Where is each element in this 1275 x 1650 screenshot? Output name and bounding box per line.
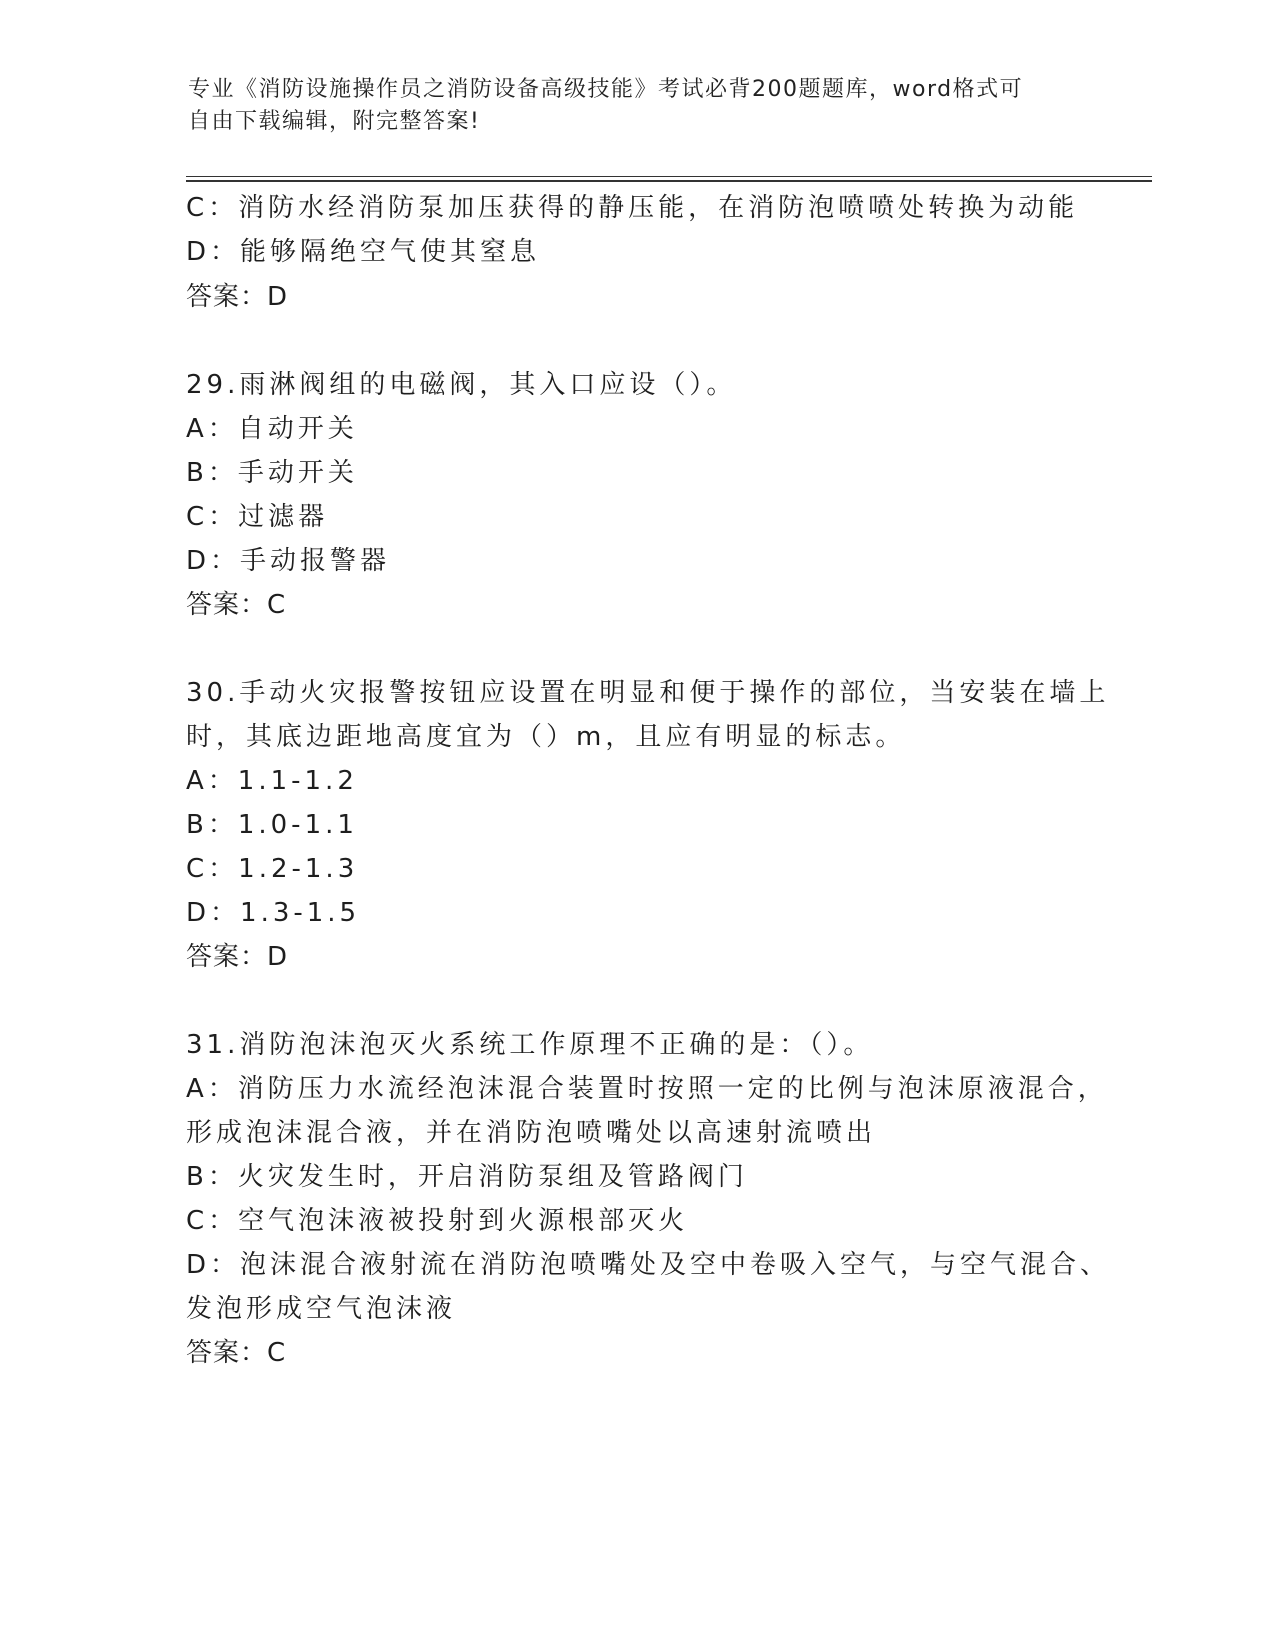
q31-option-d-line-2: 发泡形成空气泡沫液 <box>186 1294 457 1324</box>
header-line-1: 专业《消防设施操作员之消防设备高级技能》考试必背200题题库，word格式可 <box>188 77 1024 102</box>
q31-option-c: C：空气泡沫液被投射到火源根部灭火 <box>186 1206 689 1236</box>
header-line-2: 自由下载编辑，附完整答案! <box>188 109 481 134</box>
q30-stem-line-1: 30.手动火灾报警按钮应设置在明显和便于操作的部位，当安装在墙上 <box>186 678 1110 708</box>
prev-option-c: C：消防水经消防泵加压获得的静压能，在消防泡喷喷处转换为动能 <box>186 193 1079 223</box>
q30-option-c: C：1.2-1.3 <box>186 854 359 884</box>
q29-option-d: D：手动报警器 <box>186 546 391 576</box>
header-divider-thick <box>186 180 1152 182</box>
q29-option-c: C：过滤器 <box>186 502 329 532</box>
q30-option-d: D：1.3-1.5 <box>186 898 361 928</box>
q29-option-b: B：手动开关 <box>186 458 358 488</box>
q29-stem: 29.雨淋阀组的电磁阀，其入口应设（）。 <box>186 370 737 400</box>
q30-answer: 答案：D <box>186 942 289 972</box>
q31-option-a-line-2: 形成泡沫混合液，并在消防泡喷嘴处以高速射流喷出 <box>186 1118 877 1148</box>
q31-option-d-line-1: D：泡沫混合液射流在消防泡喷嘴处及空中卷吸入空气，与空气混合、 <box>186 1250 1111 1280</box>
document-header <box>188 74 1068 138</box>
q31-option-b: B：火灾发生时，开启消防泵组及管路阀门 <box>186 1162 748 1192</box>
q31-answer: 答案：C <box>186 1338 287 1368</box>
q30-option-a: A：1.1-1.2 <box>186 766 358 796</box>
q30-stem-line-2: 时，其底边距地高度宜为（）m，且应有明显的标志。 <box>186 722 906 752</box>
header-divider-thin <box>186 176 1152 177</box>
prev-answer: 答案：D <box>186 282 289 312</box>
q29-option-a: A：自动开关 <box>186 414 358 444</box>
q31-stem: 31.消防泡沫泡灭火系统工作原理不正确的是：（）。 <box>186 1030 874 1060</box>
prev-option-d: D：能够隔绝空气使其窒息 <box>186 237 541 267</box>
q31-option-a-line-1: A：消防压力水流经泡沫混合装置时按照一定的比例与泡沫原液混合， <box>186 1074 1108 1104</box>
q30-option-b: B：1.0-1.1 <box>186 810 358 840</box>
q29-answer: 答案：C <box>186 590 287 620</box>
